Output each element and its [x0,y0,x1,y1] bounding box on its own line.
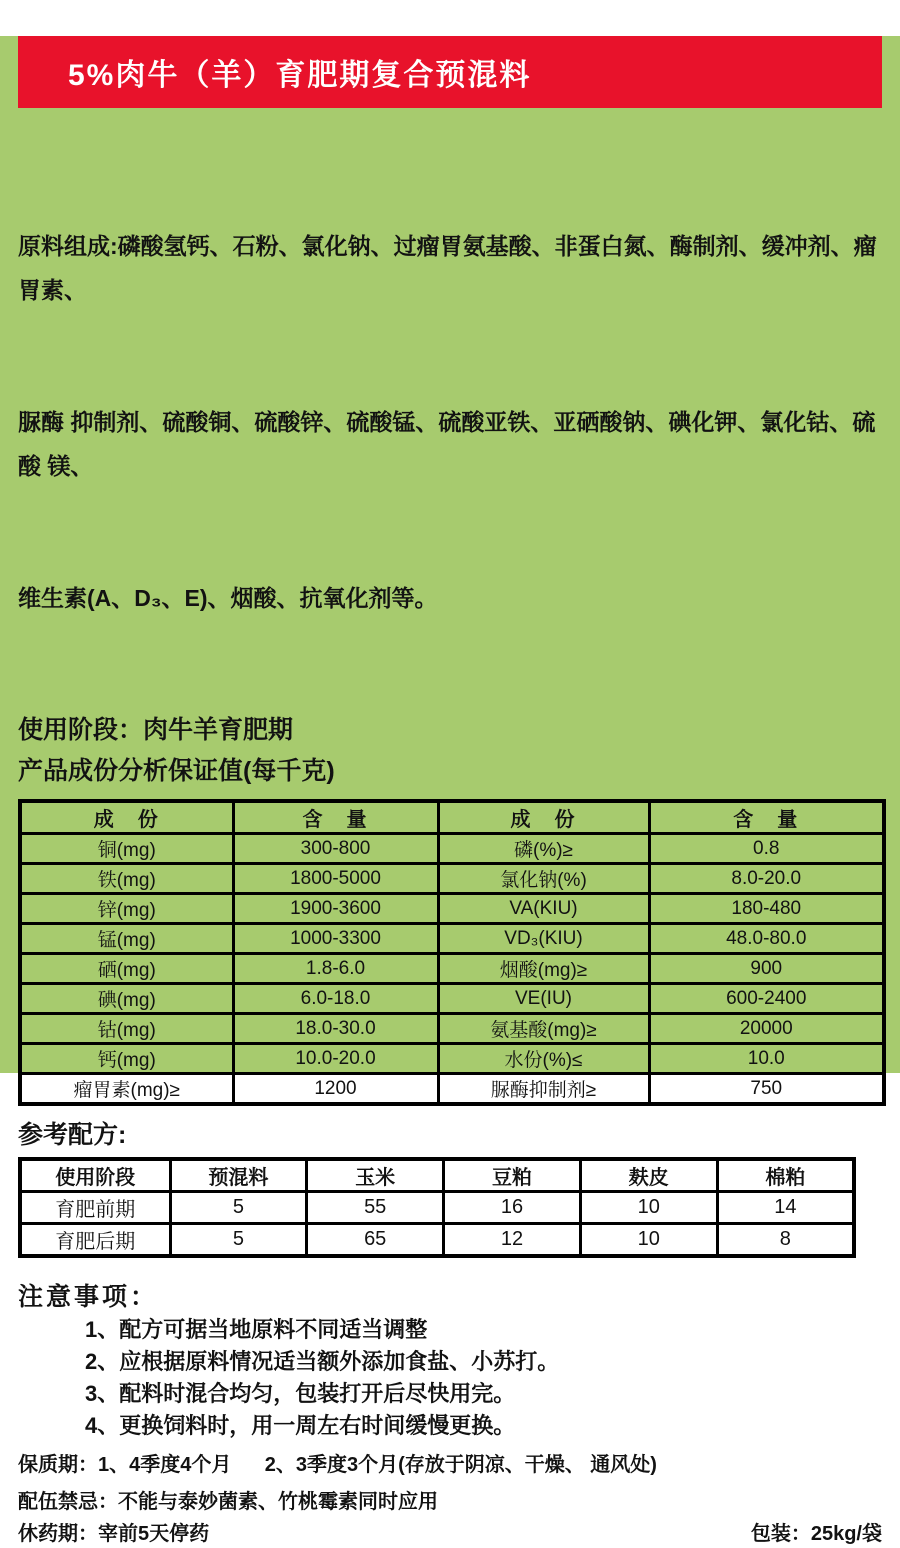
table-cell: 钙(mg) [20,1044,233,1074]
table-cell: 瘤胃素(mg)≥ [20,1074,233,1105]
table-cell: VD₃(KIU) [438,924,649,954]
table-row [20,954,884,984]
table-cell: 1000-3300 [233,924,438,954]
table-header-cell: 玉米 [307,1159,444,1192]
table-header-cell: 麸皮 [580,1159,717,1192]
table-header-row [20,1159,854,1192]
table-header-cell: 含 量 [233,801,438,834]
table-cell: 锰(mg) [20,924,233,954]
table-cell: 10.0 [649,1044,884,1074]
table-cell: VE(IU) [438,984,649,1014]
table-cell: 14 [717,1192,854,1224]
table-cell: 10.0-20.0 [233,1044,438,1074]
table-cell: 300-800 [233,834,438,864]
table-cell: 钴(mg) [20,1014,233,1044]
table-cell: 铁(mg) [20,864,233,894]
note-item: 1、配方可据当地原料不同适当调整 [85,1317,428,1342]
table-cell: 1900-3600 [233,894,438,924]
table-cell: 锌(mg) [20,894,233,924]
table-cell: 硒(mg) [20,954,233,984]
table-cell: 180-480 [649,894,884,924]
table-cell: 铜(mg) [20,834,233,864]
table-header-cell: 含 量 [649,801,884,834]
table-row [20,864,884,894]
table-row [20,984,884,1014]
table-cell: 10 [580,1192,717,1224]
table-row [20,894,884,924]
table-header-cell: 成 份 [20,801,233,834]
product-label-page [0,36,900,1545]
table-cell: 16 [444,1192,581,1224]
table-cell: 8 [717,1224,854,1257]
table-cell: 48.0-80.0 [649,924,884,954]
table-cell: 5 [170,1224,307,1257]
table-cell: 750 [649,1074,884,1105]
table-cell: 600-2400 [649,984,884,1014]
table-header-cell: 豆粕 [444,1159,581,1192]
table-cell: 育肥前期 [20,1192,170,1224]
table-cell: 20000 [649,1014,884,1044]
analysis-title: 产品成份分析保证值(每千克) [18,757,335,785]
table-cell: 18.0-30.0 [233,1014,438,1044]
table-cell: 脲酶抑制剂≥ [438,1074,649,1105]
withdrawal-period: 休药期：宰前5天停药 [18,1523,210,1545]
table-row [20,1224,854,1257]
table-cell: 55 [307,1192,444,1224]
note-item: 4、更换饲料时，用一周左右时间缓慢更换。 [85,1413,516,1438]
table-cell: 1200 [233,1074,438,1105]
table-cell: 1.8-6.0 [233,954,438,984]
table-row [20,1014,884,1044]
usage-stage: 使用阶段：肉牛羊育肥期 [18,716,294,744]
table-row [20,1044,884,1074]
table-cell: 磷(%)≥ [438,834,649,864]
analysis-table [18,799,886,1106]
table-cell: 5 [170,1192,307,1224]
table-cell: 烟酸(mg)≥ [438,954,649,984]
table-cell: 1800-5000 [233,864,438,894]
formula-table [18,1157,856,1258]
table-cell: 0.8 [649,834,884,864]
table-header-cell: 棉粕 [717,1159,854,1192]
table-header-cell: 成 份 [438,801,649,834]
footer-row [18,1520,882,1548]
table-cell: 10 [580,1224,717,1257]
table-cell: 900 [649,954,884,984]
table-cell: 65 [307,1224,444,1257]
ingredients-line: 原料组成:磷酸氢钙、石粉、氯化钠、过瘤胃氨基酸、非蛋白氮、酶制剂、缓冲剂、瘤胃素、 [18,233,877,303]
table-header-cell: 预混料 [170,1159,307,1192]
incompatibility: 配伍禁忌：不能与泰妙菌素、竹桃霉素同时应用 [18,1491,438,1513]
table-row [20,924,884,954]
title-banner [18,36,882,108]
ingredients-paragraph [18,136,882,708]
shelf-life: 保质期：1、4季度4个月 2、3季度3个月(存放于阴凉、干燥、 通风处) [18,1454,657,1476]
table-header-row [20,801,884,834]
table-row [20,834,884,864]
product-title: 5%肉牛（羊）育肥期复合预混料 [68,59,532,92]
table-cell: 育肥后期 [20,1224,170,1257]
table-cell: 氨基酸(mg)≥ [438,1014,649,1044]
package-spec: 包装：25kg/袋 [750,1523,882,1545]
formula-title: 参考配方: [18,1121,127,1149]
table-row [20,1192,854,1224]
table-cell: 水份(%)≤ [438,1044,649,1074]
note-item: 3、配料时混合均匀，包装打开后尽快用完。 [85,1381,516,1406]
table-cell: 12 [444,1224,581,1257]
table-cell: 氯化钠(%) [438,864,649,894]
note-item: 2、应根据原料情况适当额外添加食盐、小苏打。 [85,1349,560,1374]
table-cell: 碘(mg) [20,984,233,1014]
table-header-cell: 使用阶段 [20,1159,170,1192]
ingredients-line: 脲酶 抑制剂、硫酸铜、硫酸锌、硫酸锰、硫酸亚铁、亚硒酸钠、碘化钾、氯化钴、硫酸 镁、 [18,409,876,479]
notes-title: 注意事项： [18,1283,159,1311]
table-cell: 6.0-18.0 [233,984,438,1014]
table-row [20,1074,884,1105]
ingredients-line: 维生素(A、D₃、E)、烟酸、抗氧化剂等。 [18,585,438,611]
table-cell: 8.0-20.0 [649,864,884,894]
table-cell: VA(KIU) [438,894,649,924]
